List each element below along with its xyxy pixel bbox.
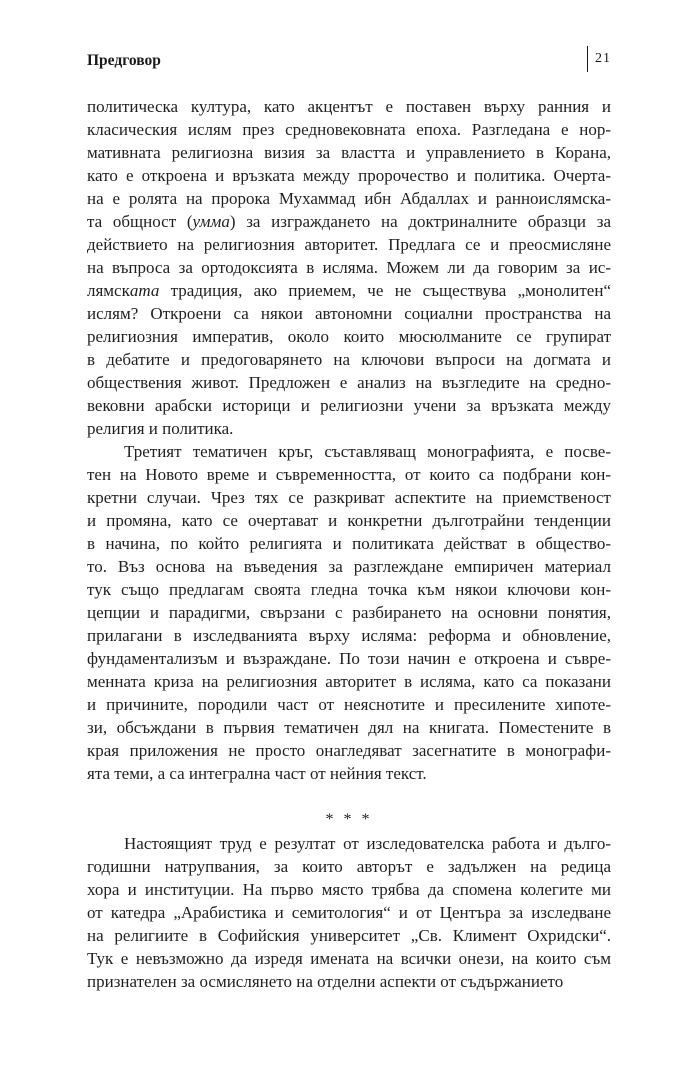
text-line: Настоящият труд е резултат от изследователска работа и дълго-	[124, 834, 611, 853]
text-line: класическия ислям през средновековната епоха. Разгледана е нор-	[87, 120, 611, 139]
text-line: политическа култура, като акцентът е поставен върху ранния и	[87, 97, 611, 116]
text-line: като е откроена и връзката между пророчество и политика. Очерта-	[87, 166, 611, 185]
paragraph-2	[87, 440, 611, 785]
text-line: прилагани в изследванията върху исляма: реформа и обновление,	[87, 626, 611, 645]
text-line: от катедра „Арабистика и семитология“ и от Центъра за изследване	[87, 903, 611, 922]
running-head-title: Предговор	[87, 52, 161, 69]
text-line: Третият тематичен кръг, съставляващ монографията, е посве-	[124, 442, 611, 461]
text-line: на е ролята на пророка Мухаммад ибн Абдаллах и ранноислямска-	[87, 189, 611, 208]
text-line: и промяна, като се очертават и конкретни дълготрайни тенденции	[87, 511, 611, 530]
text-line: религиозния императив, около които мюсюлманите се групират	[87, 327, 611, 346]
running-header	[87, 46, 611, 72]
text-line: на въпроса за ортодоксията в исляма. Можем ли да говорим за ис-	[87, 258, 611, 277]
body-text	[87, 95, 611, 993]
text-line: в начина, по който религията и политиката действат в общество-	[87, 534, 611, 553]
text-line: годишни натрупвания, за които авторът е задължен на редица	[87, 857, 611, 876]
text-line: вековни арабски историци и религиозни учени за връзката между	[87, 396, 611, 415]
text-line: хора и институции. На първо място трябва да спомена колегите ми	[87, 880, 611, 899]
text-line: признателен за осмислянето на отделни аспекти от съдържанието	[87, 972, 564, 991]
text-line: Тук е невъзможно да изредя имената на всички онези, на които съм	[87, 949, 611, 968]
text-line: действието на религиозния авторитет. Предлага се и преосмисляне	[87, 235, 611, 254]
page-number: 21	[587, 46, 611, 72]
text-line: та общност (умма) за изграждането на доктриналните образци за	[87, 212, 611, 231]
text-line: менната криза на религиозния авторитет в исляма, като са показани	[87, 672, 611, 691]
text-line: тук също предлагам своята гледна точка към някои ключови кон-	[87, 580, 611, 599]
text-line: мативната религиозна визия за властта и управлението в Корана,	[87, 143, 611, 162]
section-break-ornament: * * *	[325, 811, 373, 828]
text-line: ята теми, а са интегрална част от нейния текст.	[87, 764, 427, 783]
text-line: в дебатите и предоговарянето на ключови въпроси на догмата и	[87, 350, 611, 369]
text-line: то. Въз основа на въведения за разглеждане емпиричен материал	[87, 557, 611, 576]
paragraph-3	[87, 832, 611, 993]
text-line: кретни случаи. Чрез тях се разкриват аспектите на приемственост	[87, 488, 611, 507]
text-line: цепции и парадигми, свързани с разбирането на основни понятия,	[87, 603, 611, 622]
text-line: и причините, породили част от неяснотите и пресилените хипоте-	[87, 695, 611, 714]
text-line: края приложения не просто онагледяват засегнатите в монографи-	[87, 741, 611, 760]
text-line: фундаментализъм и възраждане. По този начин е откроена и съвре-	[87, 649, 611, 668]
text-line: обществения живот. Предложен е анализ на възгледите на средно-	[87, 373, 611, 392]
text-line: ислям? Откроени са някои автономни социални пространства на	[87, 304, 611, 323]
text-line: зи, обсъждани в първия тематичен дял на книгата. Поместените в	[87, 718, 611, 737]
text-line: религия и политика.	[87, 419, 234, 438]
text-line: тен на Новото време и съвременността, от които са подбрани кон-	[87, 465, 611, 484]
text-line: на религиите в Софийския университет „Св. Климент Охридски“.	[87, 926, 611, 945]
text-line: лямската традиция, ако приемем, че не съществува „монолитен“	[87, 281, 611, 300]
paragraph-1	[87, 95, 611, 440]
